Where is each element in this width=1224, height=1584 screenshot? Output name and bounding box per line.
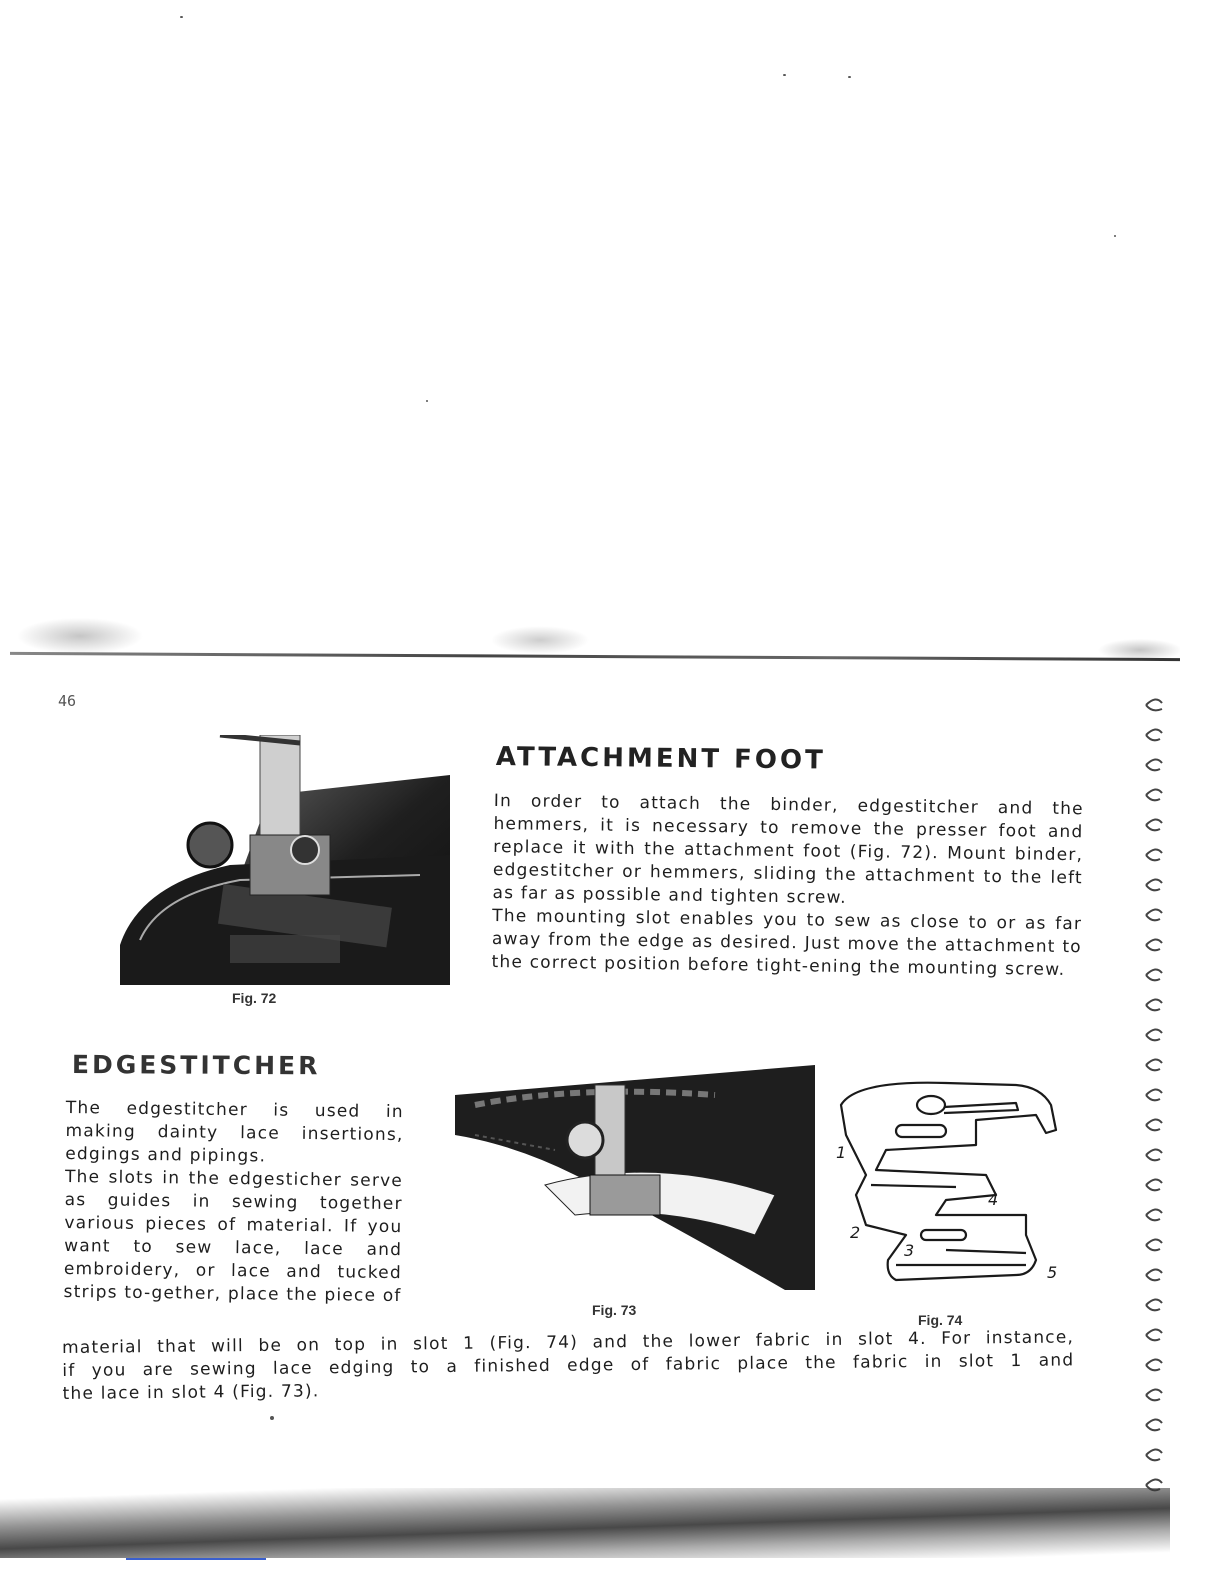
fig73-photo xyxy=(455,1065,815,1290)
fig73-caption: Fig. 73 xyxy=(592,1302,637,1318)
fig74-slot-label: 3 xyxy=(904,1241,915,1260)
attachment-foot-paragraph: The mounting slot enables you to sew as close to or as far away from the edge as desired. Just move the attachment to the correct position before tight-ening the mounting screw. xyxy=(491,905,1083,980)
fig74-edgestitcher-diagram xyxy=(826,1075,1066,1305)
edgestitcher-continuation xyxy=(62,1326,1075,1406)
edgestitcher-paragraph: The slots in the edgesticher serve as guides in sewing together various pieces of material. If you want to sew lace, lace and embroidery, or lace and tucked strips to-gether, place the piece of xyxy=(63,1166,404,1307)
scan-blue-mark xyxy=(126,1558,266,1560)
attachment-foot-paragraph: In order to attach the binder, edgestitcher and the hemmers, it is necessary to remove the presser foot and replace it with the attachment foot (Fig. 72). Mount binder, edgestitcher or hemmers, sliding the attachment to the left as far as possible and tighten screw. xyxy=(492,790,1084,908)
scan-speck xyxy=(783,74,786,76)
fig74-slot-label: 4 xyxy=(988,1190,999,1209)
fig72-photo xyxy=(100,735,450,985)
page-number: 46 xyxy=(58,692,77,710)
fig74-slot-label: 5 xyxy=(1047,1263,1058,1282)
fig72-caption: Fig. 72 xyxy=(232,990,277,1006)
fig74-caption: Fig. 74 xyxy=(918,1312,963,1328)
scan-speck xyxy=(270,1416,274,1420)
scan-speck xyxy=(426,400,428,402)
fig74-slot-label: 1 xyxy=(836,1143,847,1162)
continuation-line: if you are sewing lace edging to a finished edge of fabric place the fabric in slot 1 and xyxy=(62,1350,1075,1381)
scan-speck xyxy=(180,16,183,18)
fig74-slot-label: 2 xyxy=(850,1223,861,1242)
scan-speck xyxy=(1114,235,1116,237)
continuation-line: the lace in slot 4 (Fig. 73). xyxy=(62,1381,320,1404)
continuation-line: material that will be on top in slot 1 (Fig. 74) and the lower fabric in slot 4. For instance, xyxy=(62,1327,1075,1358)
edgestitcher-text xyxy=(63,1097,404,1308)
spiral-binding xyxy=(1136,695,1176,1495)
edgestitcher-heading: EDGESTITCHER xyxy=(71,1050,321,1081)
scan-noise-bottom xyxy=(0,1488,1170,1558)
attachment-foot-heading: ATTACHMENT FOOT xyxy=(495,742,826,776)
edgestitcher-paragraph: The edgestitcher is used in making dainty lace insertions, edgings and pipings. xyxy=(65,1097,404,1167)
scan-speck xyxy=(848,76,851,78)
attachment-foot-text xyxy=(491,790,1084,982)
